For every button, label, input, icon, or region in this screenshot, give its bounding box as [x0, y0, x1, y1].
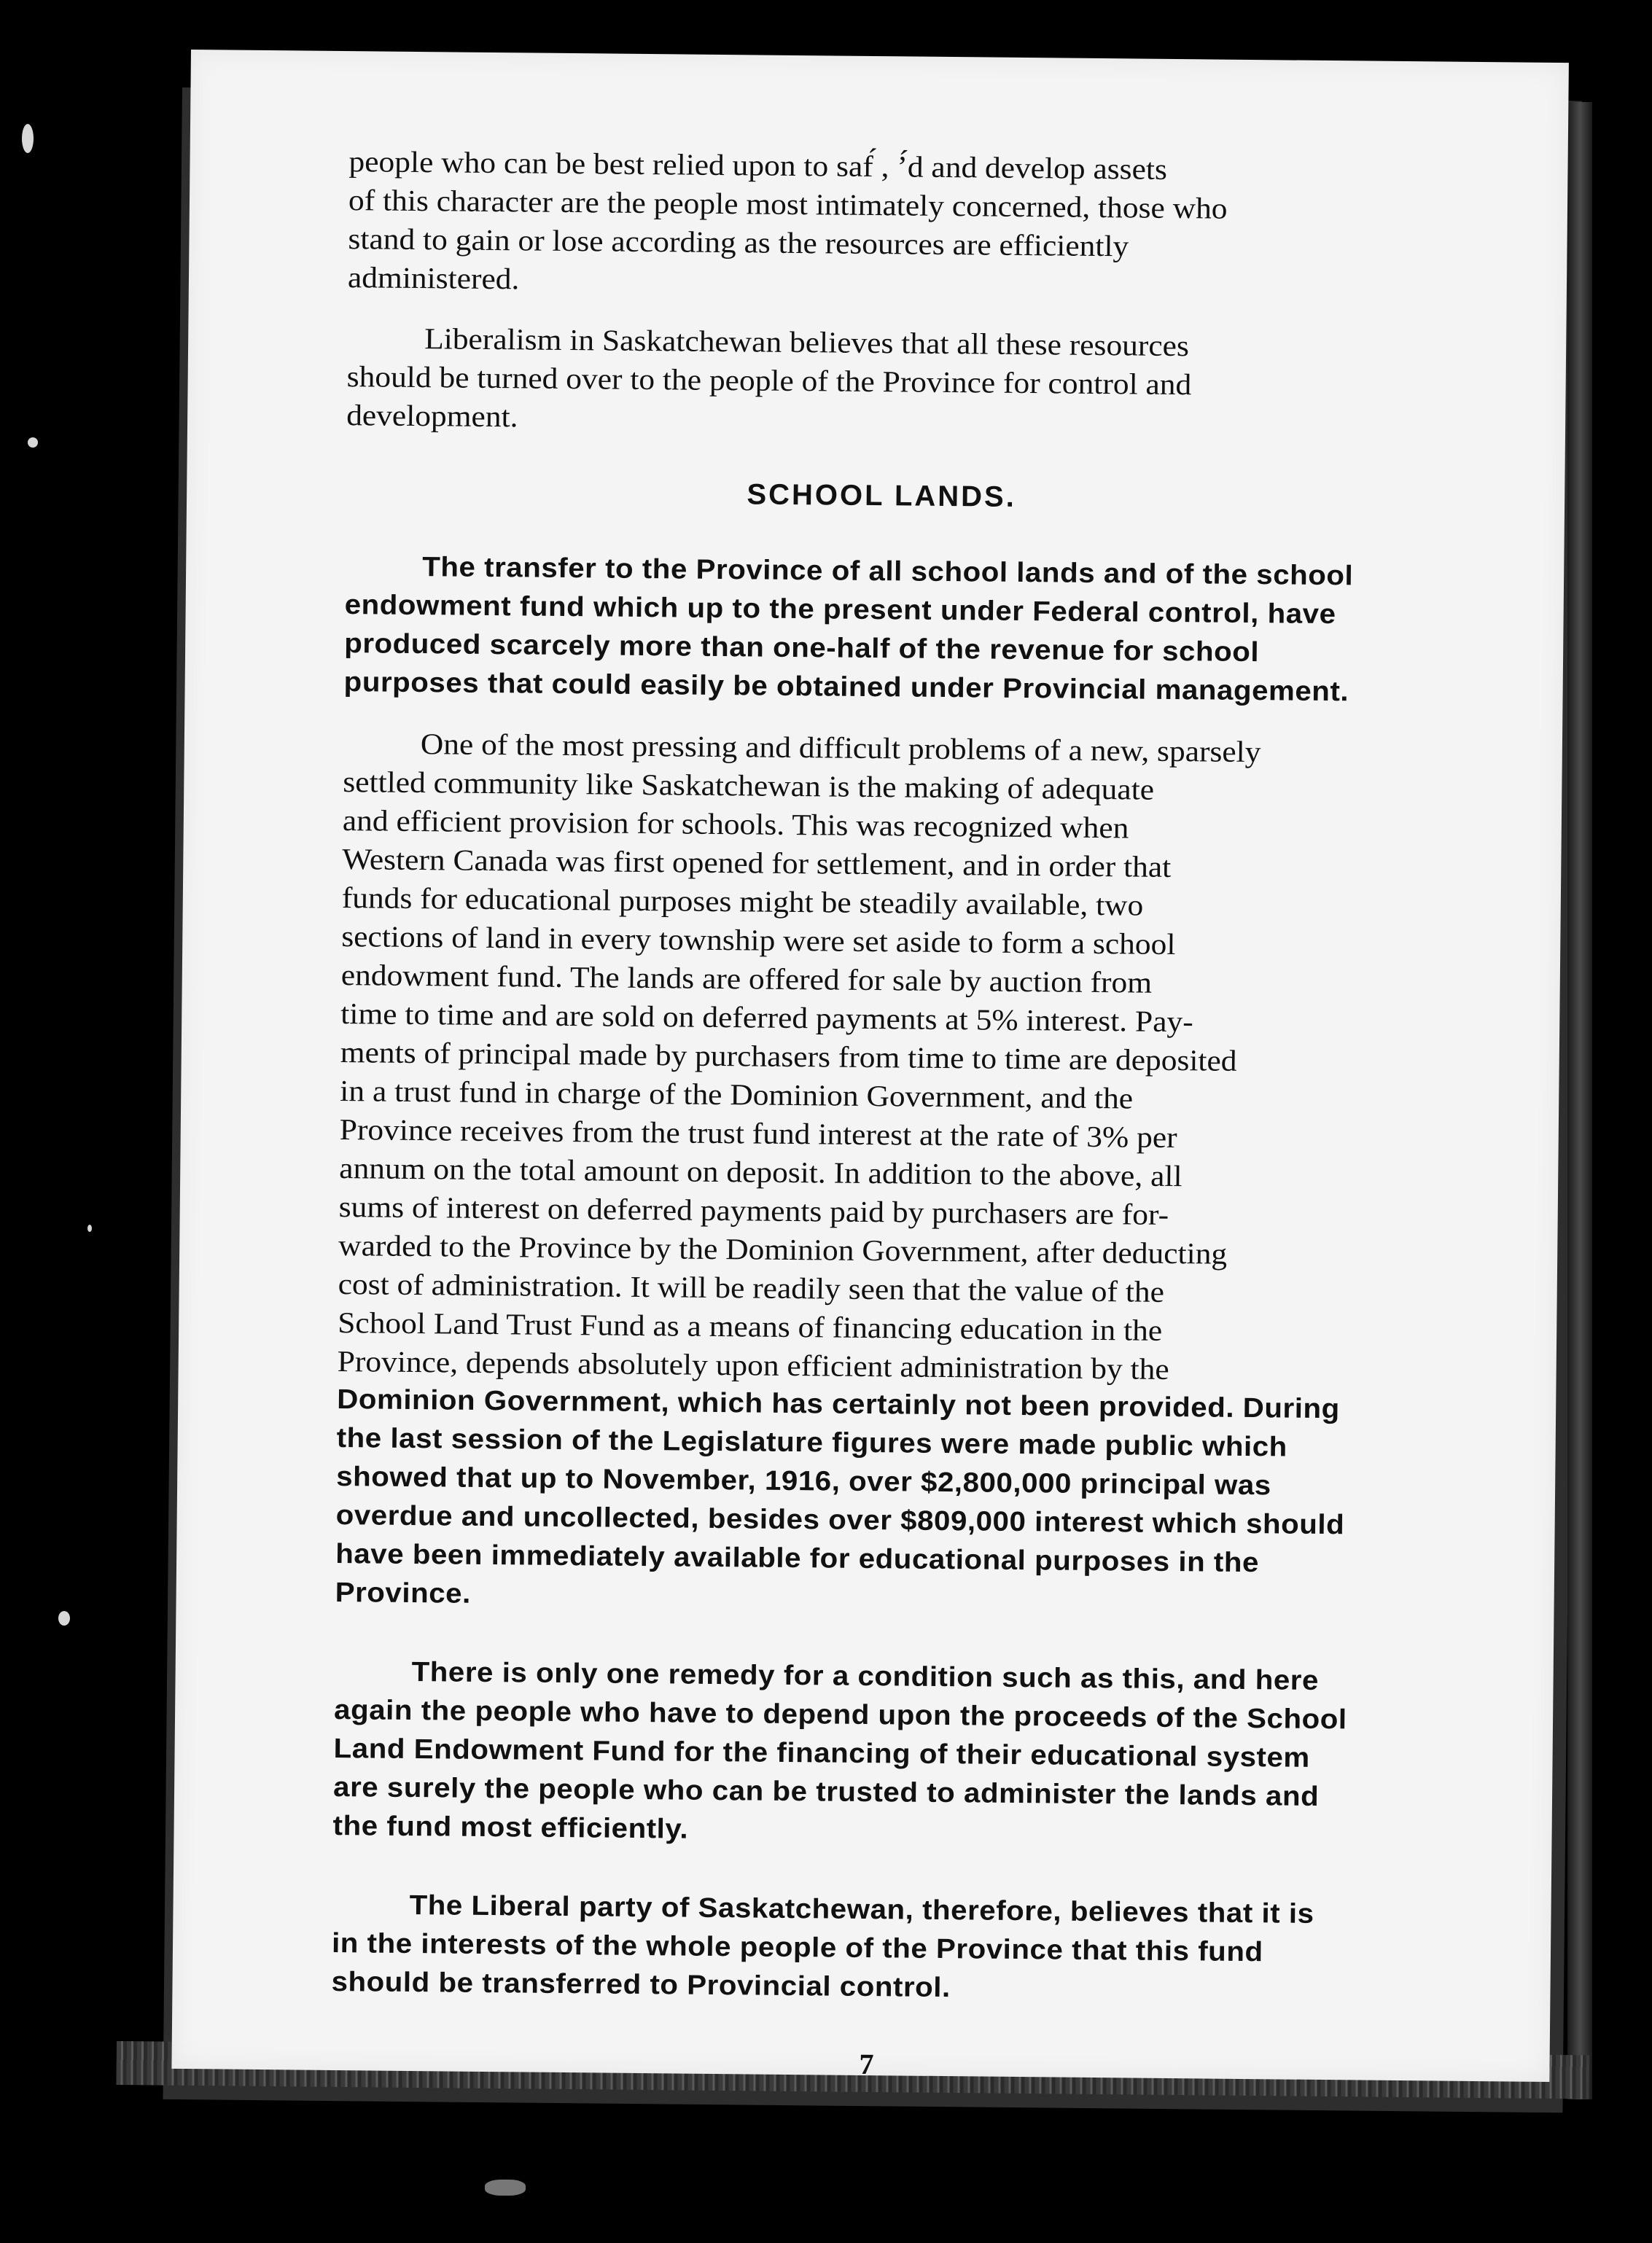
film-speck	[58, 1611, 70, 1626]
paragraph-remedy: There is only one remedy for a condition such as this, and here again the people who have to depend upon the proceeds of the School Land Endowment Fund for the financing of their educational system are surely the people who can be trusted to administer the lands and the fund most efficiently.	[332, 1657, 1347, 1845]
page-text-block	[330, 142, 1420, 2086]
page-number: 7	[859, 2047, 874, 2081]
film-speck	[28, 437, 38, 448]
document-page	[171, 50, 1569, 2082]
paragraph-overdue-figures: Dominion Government, which has certainly not been provided. During the last session of the Legislature figures were made public which showed that up to November, 1916, over $2,800,000 principal was overdue and uncollected, besides over $809,000 interest which should have been immediately available for educational purposes in the Province.	[335, 1384, 1345, 1610]
film-reel-mark	[485, 2180, 526, 2196]
paragraph-endowment-history: One of the most pressing and difficult problems of a new, sparsely settled community like Saskatchewan is the making of adequate and efficient provision for schools. This was recognized when Western Canada was first opened for settlement, and in order that funds for educational purposes might be steadily available, two sections of land in every township were set aside to form a school endowment fund. The lands are offered for sale by auction from time to time and are sold on deferred payments at 5% interest. Pay- ments of principal made by purchasers from time to time are deposited in a trust fund in charge of the Dominion Government, and the Province receives from the trust fund interest at the rate of 3% per annum on the total amount on deposit. In addition to the above, all sums of interest on deferred payments paid by purchasers are for- warded to the Province by the Dominion Government, after deducting cost of administration. It will be readily seen that the value of the School Land Trust Fund as a means of financing education in the Province, depends absolutely upon efficient administration by the	[337, 727, 1261, 1386]
paragraph-liberalism-resources: Liberalism in Saskatchewan believes that all these resources should be turned over to the people of the Province for control and development.	[346, 321, 1192, 434]
paragraph-school-lands-transfer: The transfer to the Province of all school lands and of the school endowment fund which up to the present under Federal control, have produced scarcely more than one-half of the revenue for school purposes that could easily be obtained under Provincial management.	[343, 552, 1354, 708]
paragraph-assets-continuation: people who can be best relied upon to saf́ , ’́d and develop assets of this character are the people most intimately concerned, those who stand to gain or lose according as the resources are efficiently administered.	[347, 144, 1228, 296]
film-speck	[22, 124, 34, 153]
book-spine-edge	[1567, 102, 1592, 2099]
paragraph-liberal-party-position: The Liberal party of Saskatchewan, therefore, believes that it is in the interests of the whole people of the Province that this fund should be transferred to Provincial control.	[331, 1889, 1314, 2004]
section-heading: SCHOOL LANDS.	[747, 478, 1017, 513]
film-speck	[87, 1225, 92, 1232]
